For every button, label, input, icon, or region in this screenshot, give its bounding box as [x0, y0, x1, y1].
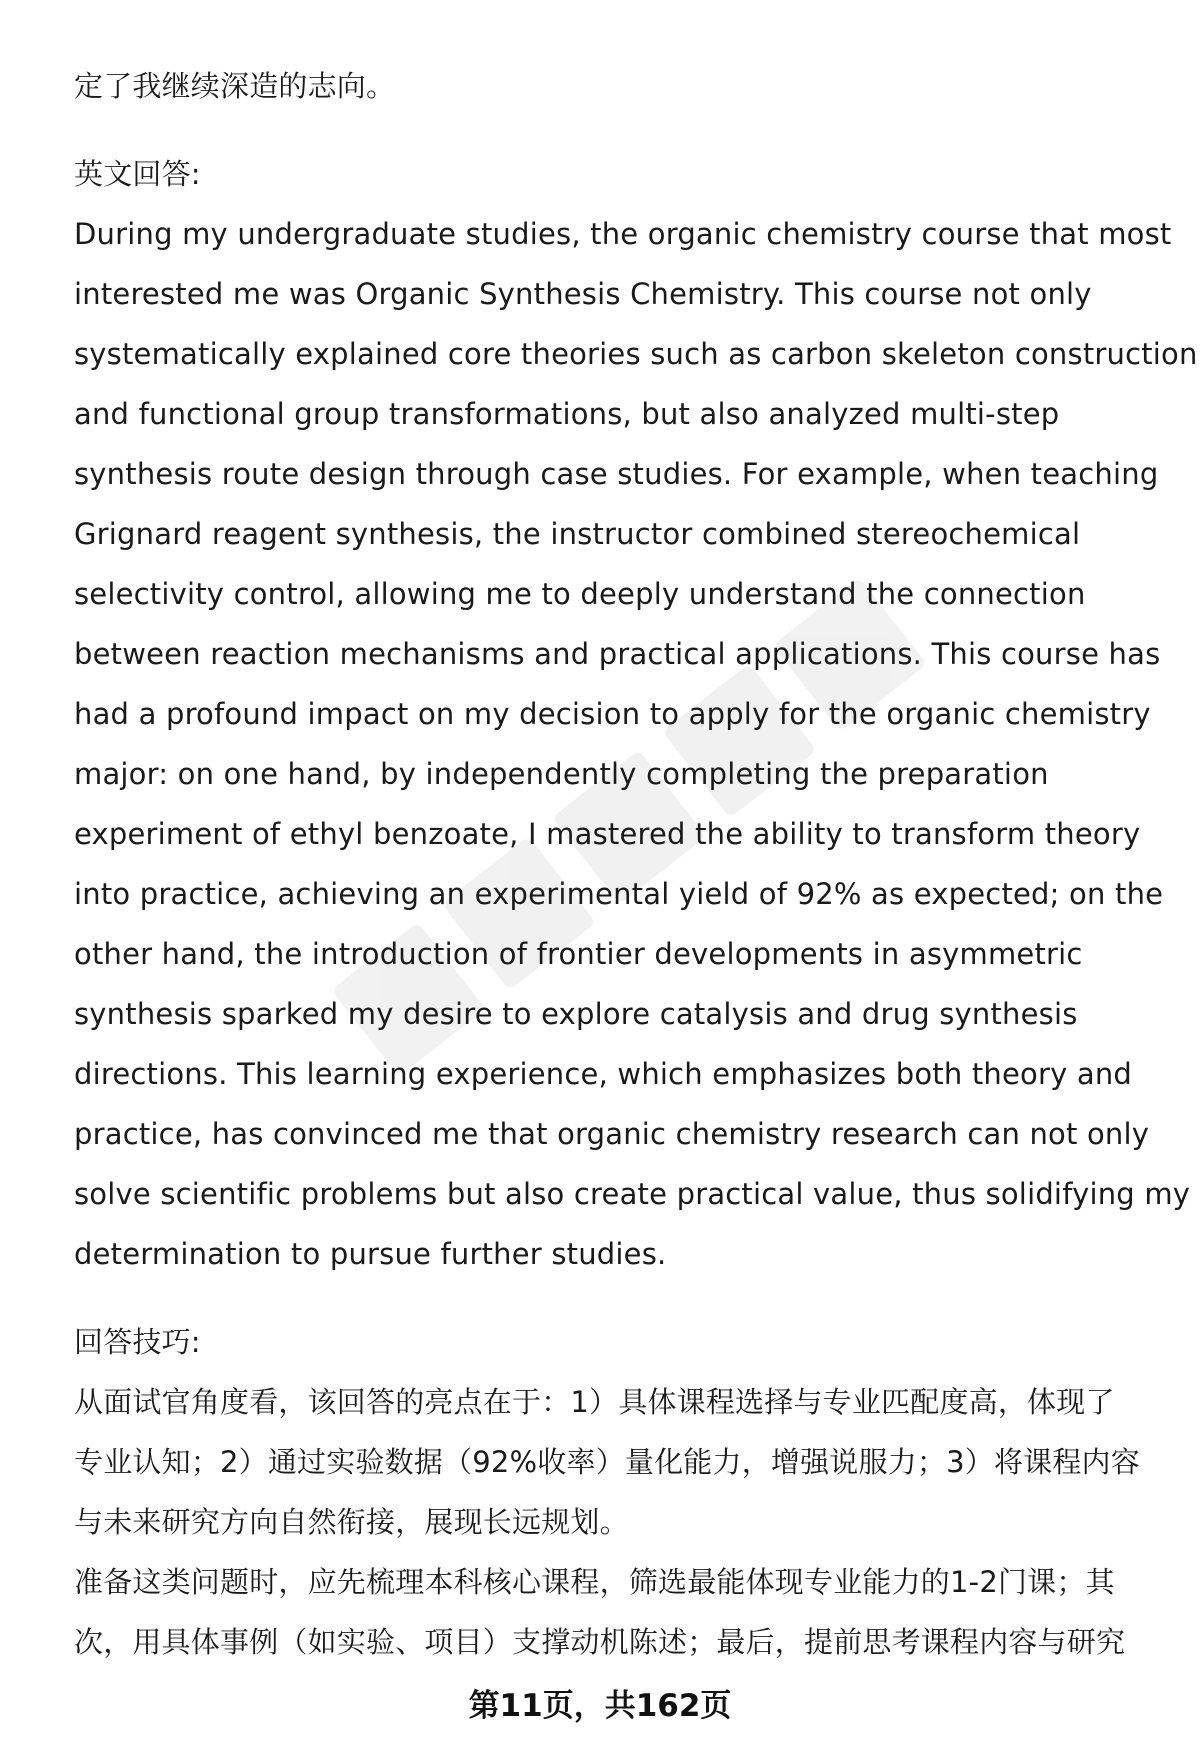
paragraph-line: between reaction mechanisms and practical applications. This course has — [74, 637, 1161, 671]
tips-line: 准备这类问题时，应先梳理本科核心课程，筛选最能体现专业能力的1-2门课；其 — [74, 1565, 1115, 1599]
paragraph-line: and functional group transformations, but also analyzed multi-step — [74, 397, 1060, 431]
continuation-line: 定了我继续深造的志向。 — [74, 69, 396, 103]
paragraph-line: experiment of ethyl benzoate, I mastered the ability to transform theory — [74, 817, 1141, 851]
page-number-footer: 第11页，共162页 — [468, 1688, 732, 1724]
paragraph-line: major: on one hand, by independently completing the preparation — [74, 757, 1049, 791]
tips-heading: 回答技巧: — [74, 1325, 201, 1359]
paragraph-line: systematically explained core theories such as carbon skeleton construction — [74, 337, 1198, 371]
english-answer-heading: 英文回答: — [74, 157, 201, 191]
paragraph-line: synthesis route design through case studies. For example, when teaching — [74, 457, 1159, 491]
tips-line: 与未来研究方向自然衔接，展现长远规划。 — [74, 1505, 629, 1539]
paragraph-line: other hand, the introduction of frontier developments in asymmetric — [74, 937, 1083, 971]
paragraph-line: had a profound impact on my decision to apply for the organic chemistry — [74, 697, 1151, 731]
paragraph-line: interested me was Organic Synthesis Chemistry. This course not only — [74, 277, 1092, 311]
tips-line: 从面试官角度看，该回答的亮点在于：1）具体课程选择与专业匹配度高，体现了 — [74, 1385, 1115, 1419]
paragraph-line: During my undergraduate studies, the organic chemistry course that most — [74, 217, 1172, 251]
paragraph-line: selectivity control, allowing me to deeply understand the connection — [74, 577, 1086, 611]
tips-paragraph — [74, 1372, 1154, 1672]
document-body — [74, 56, 1198, 1672]
tips-line: 专业认知；2）通过实验数据（92%收率）量化能力，增强说服力；3）将课程内容 — [74, 1445, 1140, 1479]
paragraph-line: Grignard reagent synthesis, the instructor combined stereochemical — [74, 517, 1081, 551]
paragraph-line: synthesis sparked my desire to explore catalysis and drug synthesis — [74, 997, 1078, 1031]
paragraph-line: determination to pursue further studies. — [74, 1237, 667, 1271]
paragraph-line: solve scientific problems but also create practical value, thus solidifying my — [74, 1177, 1191, 1211]
paragraph-line: directions. This learning experience, which emphasizes both theory and — [74, 1057, 1133, 1091]
paragraph-line: practice, has convinced me that organic chemistry research can not only — [74, 1117, 1150, 1151]
tips-line: 次，用具体事例（如实验、项目）支撑动机陈述；最后，提前思考课程内容与研究 — [74, 1625, 1126, 1659]
paragraph-line: into practice, achieving an experimental yield of 92% as expected; on the — [74, 877, 1164, 911]
english-answer-paragraph — [74, 204, 1198, 1284]
